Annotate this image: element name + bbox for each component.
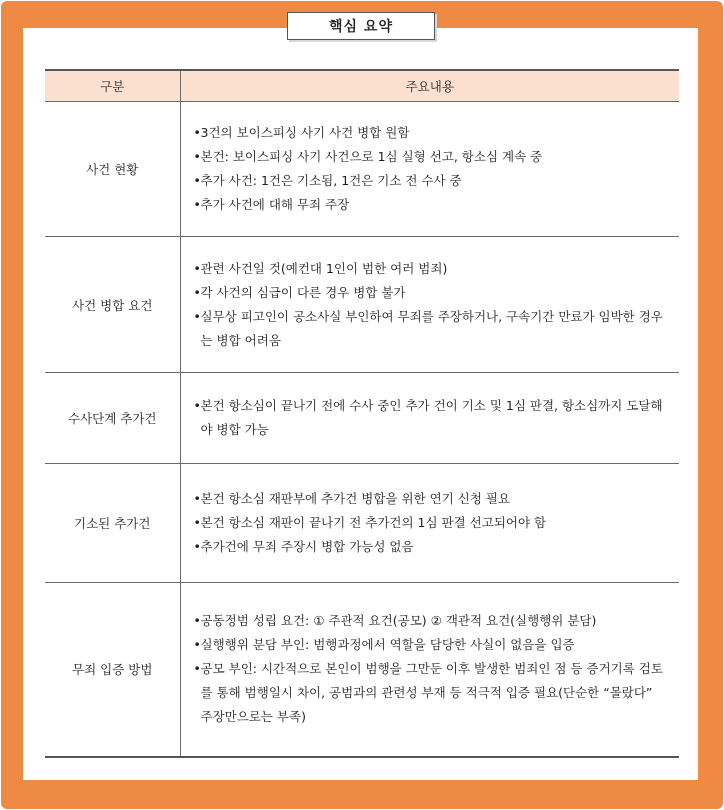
bullet-list bbox=[181, 609, 680, 729]
header-category: 구분 bbox=[45, 70, 180, 102]
bullet-item: • 추가건에 무죄 주장시 병합 가능성 없음 bbox=[194, 535, 666, 559]
bullet-item: • 실무상 피고인이 공소사실 부인하여 무죄를 주장하거나, 구속기간 만료가 임박한 경우는 병합 어려움 bbox=[194, 305, 666, 353]
row-content bbox=[180, 373, 679, 464]
row-category: 수사단계 추가건 bbox=[45, 373, 180, 464]
table-row bbox=[45, 464, 679, 583]
row-category: 사건 현황 bbox=[45, 102, 180, 237]
bullet-item: • 관련 사건일 것(예컨대 1인이 범한 여러 범죄) bbox=[194, 257, 666, 281]
bullet-item: • 추가 사건에 대해 무죄 주장 bbox=[194, 193, 666, 217]
bullet-item: • 각 사건의 심급이 다른 경우 병합 불가 bbox=[194, 281, 666, 305]
table-row bbox=[45, 102, 679, 237]
table-header-row bbox=[45, 70, 679, 102]
table-row bbox=[45, 583, 679, 757]
bullet-list bbox=[181, 257, 680, 353]
row-content bbox=[180, 583, 679, 757]
row-content bbox=[180, 464, 679, 583]
table-row bbox=[45, 237, 679, 373]
row-content bbox=[180, 102, 679, 237]
bullet-item: • 본건: 보이스피싱 사기 사건으로 1심 실형 선고, 항소심 계속 중 bbox=[194, 145, 666, 169]
header-content: 주요내용 bbox=[180, 70, 679, 102]
bullet-item: • 3건의 보이스피싱 사기 사건 병합 원함 bbox=[194, 121, 666, 145]
bullet-item: • 공동정범 성립 요건: ① 주관적 요건(공모) ② 객관적 요건(실행행위 분담) bbox=[194, 609, 666, 633]
bullet-item: • 추가 사건: 1건은 기소됨, 1건은 기소 전 수사 중 bbox=[194, 169, 666, 193]
bullet-item: • 공모 부인: 시간적으로 본인이 범행을 그만둔 이후 발생한 범죄인 점 등 증거기록 검토를 통해 범행일시 차이, 공범과의 관련성 부재 등 적극적 입증 필요(단순한 “몰랐다” 주장만으로는 부족) bbox=[194, 657, 666, 729]
bullet-item: • 본건 항소심 재판이 끝나기 전 추가건의 1심 판결 선고되어야 함 bbox=[194, 511, 666, 535]
bullet-list bbox=[181, 121, 680, 217]
row-category: 기소된 추가건 bbox=[45, 464, 180, 583]
bullet-item: • 실행행위 분담 부인: 범행과정에서 역할을 담당한 사실이 없음을 입증 bbox=[194, 633, 666, 657]
table-row bbox=[45, 373, 679, 464]
row-category: 무죄 입증 방법 bbox=[45, 583, 180, 757]
bullet-list bbox=[181, 487, 680, 559]
summary-table bbox=[45, 69, 679, 758]
summary-title: 핵심 요약 bbox=[287, 12, 435, 40]
bullet-list bbox=[181, 394, 680, 442]
bullet-item: • 본건 항소심 재판부에 추가건 병합을 위한 연기 신청 필요 bbox=[194, 487, 666, 511]
bullet-item: • 본건 항소심이 끝나기 전에 수사 중인 추가 건이 기소 및 1심 판결, 항소심까지 도달해야 병합 가능 bbox=[194, 394, 666, 442]
row-category: 사건 병합 요건 bbox=[45, 237, 180, 373]
row-content bbox=[180, 237, 679, 373]
